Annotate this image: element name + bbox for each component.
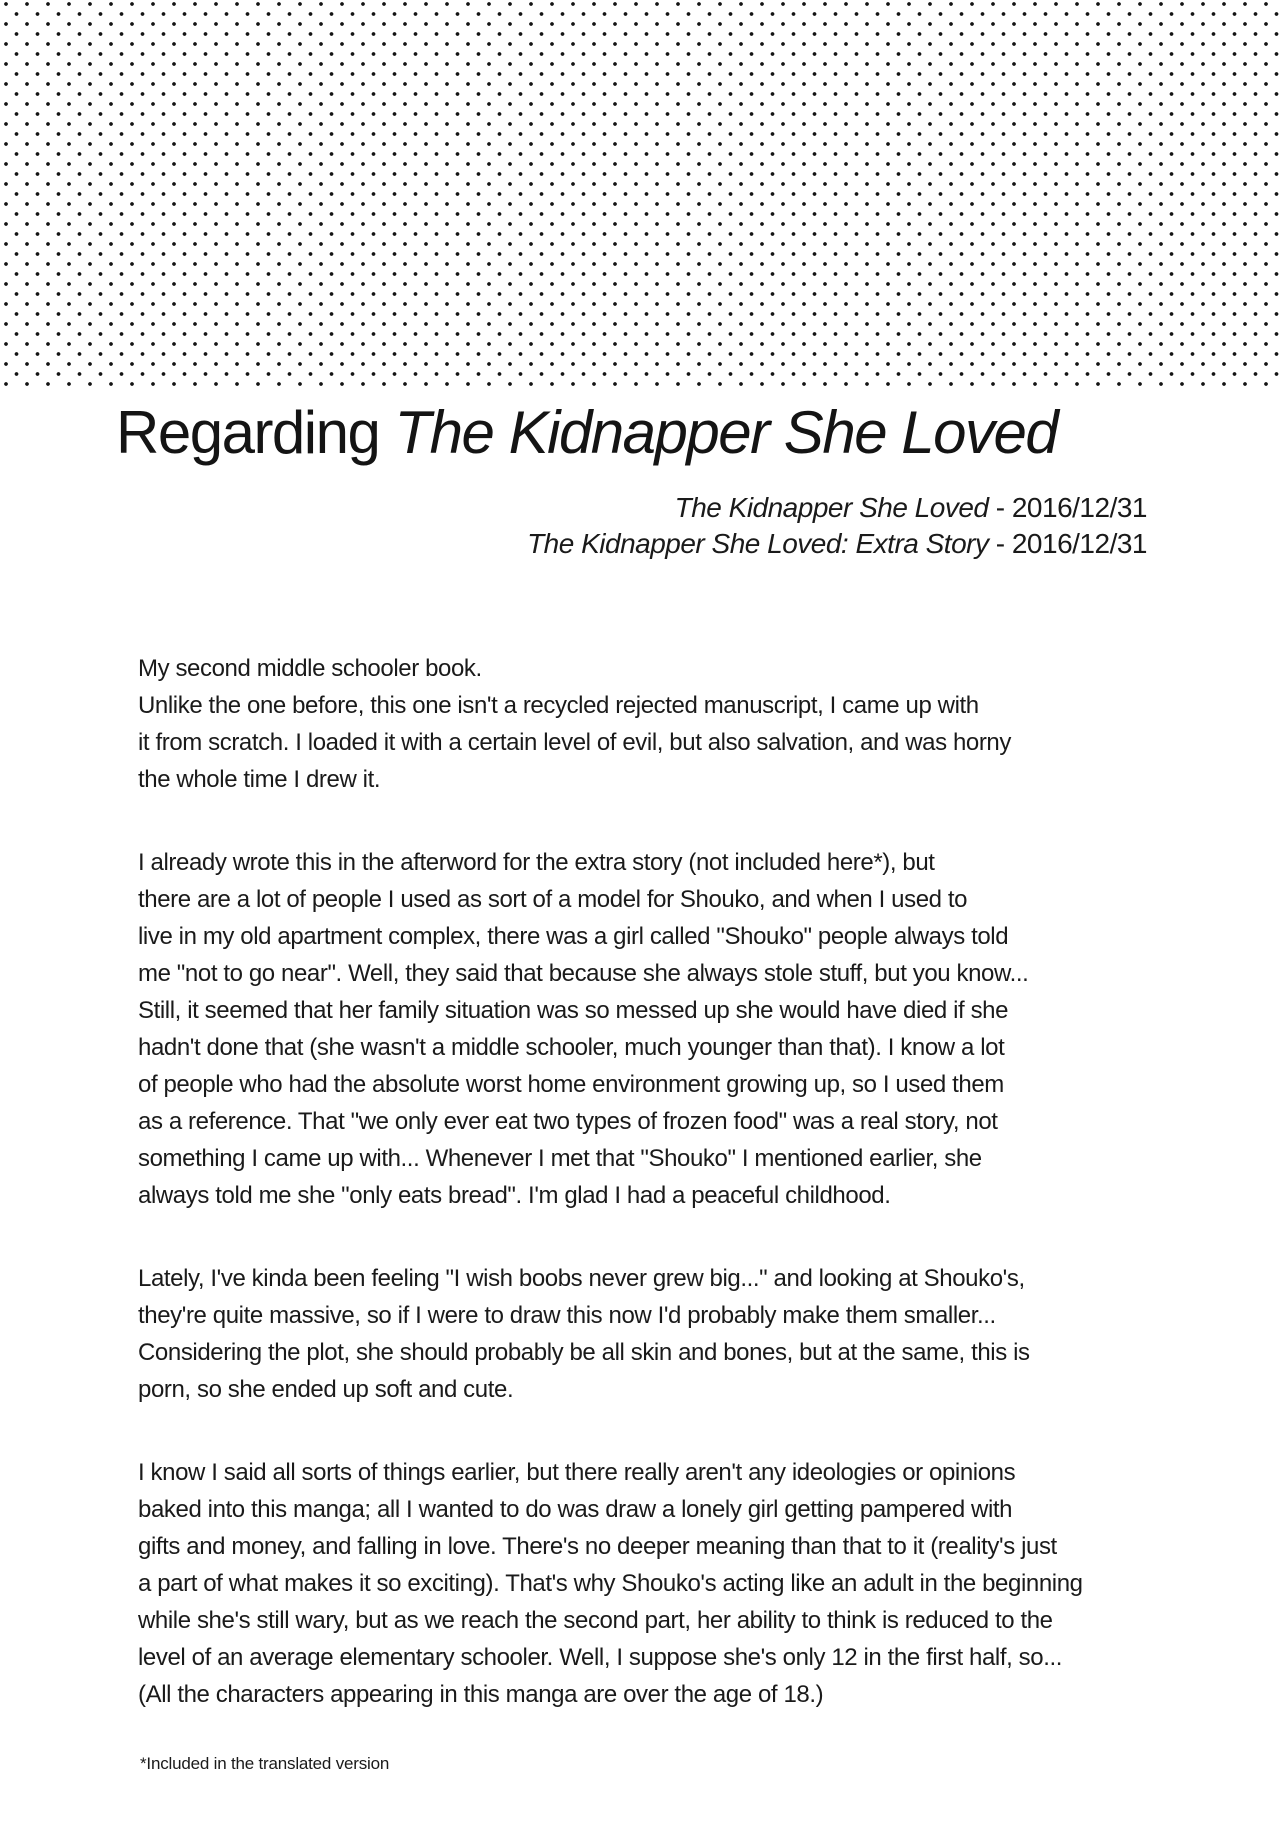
release-date: - 2016/12/31 [988,492,1147,523]
body-line: it from scratch. I loaded it with a certain level of evil, but also salvation, and was horny [138,729,1011,756]
body-line: me "not to go near". Well, they said that because she always stole stuff, but you know... [138,960,1029,987]
body-line: something I came up with... Whenever I met that "Shouko" I mentioned earlier, she [138,1145,982,1172]
paragraph [138,844,1258,1214]
body-line: (All the characters appearing in this manga are over the age of 18.) [138,1681,824,1708]
paragraph [138,1260,1258,1408]
page-title [116,398,1057,467]
release-entry [527,490,1147,526]
halftone-dot-pattern [0,0,1280,387]
release-entry [527,526,1147,562]
page-title-regular: Regarding [116,399,380,466]
body-line: there are a lot of people I used as sort of a model for Shouko, and when I used to [138,886,968,913]
body-line: always told me she "only eats bread". I'm glad I had a peaceful childhood. [138,1182,891,1209]
body-line: My second middle schooler book. [138,655,482,682]
body-line: I already wrote this in the afterword for the extra story (not included here*), but [138,849,935,876]
paragraph [138,650,1258,798]
body-line: I know I said all sorts of things earlier, but there really aren't any ideologies or opinions [138,1459,1016,1486]
afterword-body [138,650,1258,1713]
body-line: baked into this manga; all I wanted to do was draw a lonely girl getting pampered with [138,1496,1013,1523]
paragraph [138,1454,1258,1713]
body-line: gifts and money, and falling in love. There's no deeper meaning than that to it (reality's just [138,1533,1057,1560]
body-line: a part of what makes it so exciting). That's why Shouko's acting like an adult in the beginning [138,1570,1083,1597]
body-line: of people who had the absolute worst home environment growing up, so I used them [138,1071,1004,1098]
body-line: Unlike the one before, this one isn't a recycled rejected manuscript, I came up with [138,692,979,719]
body-line: hadn't done that (she wasn't a middle schooler, much younger than that). I know a lot [138,1034,1005,1061]
body-line: Still, it seemed that her family situation was so messed up she would have died if she [138,997,1009,1024]
body-line: they're quite massive, so if I were to draw this now I'd probably make them smaller... [138,1302,996,1329]
work-title: The Kidnapper She Loved: Extra Story [527,528,989,559]
release-list [527,490,1147,562]
page-title-italic: The Kidnapper She Loved [394,399,1058,466]
body-line: level of an average elementary schooler. Well, I suppose she's only 12 in the first half, so... [138,1644,1062,1671]
body-line: Lately, I've kinda been feeling "I wish boobs never grew big..." and looking at Shouko's, [138,1265,1025,1292]
release-date: - 2016/12/31 [988,528,1147,559]
body-line: while she's still wary, but as we reach the second part, her ability to think is reduced to the [138,1607,1053,1634]
body-line: live in my old apartment complex, there was a girl called "Shouko" people always told [138,923,1009,950]
translator-footnote: *Included in the translated version [140,1754,390,1773]
body-line: the whole time I drew it. [138,766,381,793]
body-line: Considering the plot, she should probably be all skin and bones, but at the same, this is [138,1339,1030,1366]
body-line: as a reference. That "we only ever eat two types of frozen food" was a real story, not [138,1108,998,1135]
body-line: porn, so she ended up soft and cute. [138,1376,514,1403]
work-title: The Kidnapper She Loved [674,492,989,523]
